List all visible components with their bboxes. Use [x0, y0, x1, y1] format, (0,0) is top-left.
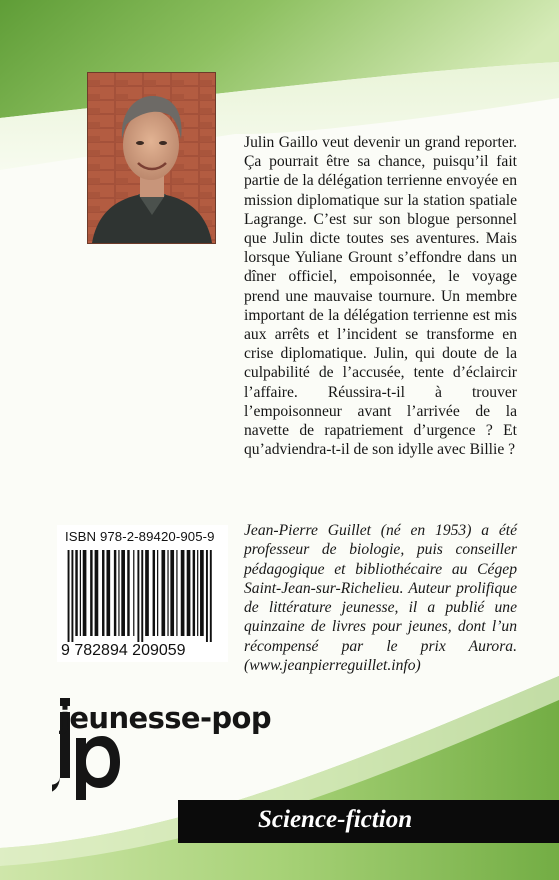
barcode-bar [118, 550, 119, 636]
barcode-bar [68, 550, 70, 642]
barcode-bar [114, 550, 116, 636]
barcode-bar [90, 550, 92, 636]
barcode-bar [197, 550, 198, 636]
author-portrait-icon [88, 73, 215, 243]
barcode-bar [200, 550, 204, 636]
barcode-bar [95, 550, 99, 636]
barcode-bars [65, 550, 223, 642]
barcode-bar [133, 550, 134, 636]
barcode-bar [106, 550, 110, 636]
genre-label: Science-fiction [258, 806, 413, 833]
barcode-bar [127, 550, 129, 636]
barcode-bar [145, 550, 149, 636]
barcode-bar [157, 550, 158, 636]
barcode-bar [137, 550, 139, 642]
author-bio: Jean-Pierre Guillet (né en 1953) a été professeur de biologie, puis conseiller pédagogique et bibliothécaire au Cégep Saint-Jean-sur-Richelieu. Auteur prolifique de littérature jeunesse, il a publié une quinzaine de livres pour jeunes, dont l’un récompensé par le prix Aurora. (www.jeanpierreguillet.info) [244, 522, 517, 675]
barcode-bar [176, 550, 177, 636]
isbn-digits: 9 782894 209059 [61, 642, 186, 659]
barcode-bar [71, 550, 73, 642]
barcode-bar [102, 550, 104, 636]
isbn-barcode [57, 525, 228, 662]
barcode-bar [141, 550, 143, 642]
barcode-bar [187, 550, 191, 636]
barcode-bar [210, 550, 212, 642]
barcode-bar [181, 550, 185, 636]
barcode-bar [80, 550, 81, 636]
barcode-bar [83, 550, 87, 636]
barcode-bar [167, 550, 168, 636]
barcode-bar [75, 550, 77, 636]
barcode-bar [170, 550, 174, 636]
isbn-label: ISBN 978-2-89420-905-9 [65, 529, 215, 544]
barcode-bar [161, 550, 165, 636]
barcode-bar [206, 550, 208, 642]
barcode-bar [193, 550, 195, 636]
barcode-bar [121, 550, 125, 636]
author-photo [87, 72, 216, 244]
brand-name: jeunesse-pop [60, 701, 272, 735]
synopsis-text: Julin Gaillo veut devenir un grand reporter. Ça pourrait être sa chance, puisqu’il fait partie de la délégation terrienne envoyée en mission diplomatique sur la station spatiale Lagrange. C’est sur son blogue personnel que Julin dicte toutes ses aventures. Mais lorsque Yuliane Grount s’effondre dans un dîner officiel, empoisonnée, le voyage prend une mauvaise tournure. Un membre important de la délégation terrienne est mis aux arrêts et l’incident se transforme en crise diplomatique. Julin, qui doute de la culpabilité de l’accusée, tente d’éclaircir l’affaire. Réussira-t-il à trouver l’empoisonneur avant l’arrivée de la navette de rapatriement d’urgence ? Et qu’adviendra-t-il de son idylle avec Billie ? [244, 134, 517, 459]
barcode-bar [153, 550, 155, 636]
